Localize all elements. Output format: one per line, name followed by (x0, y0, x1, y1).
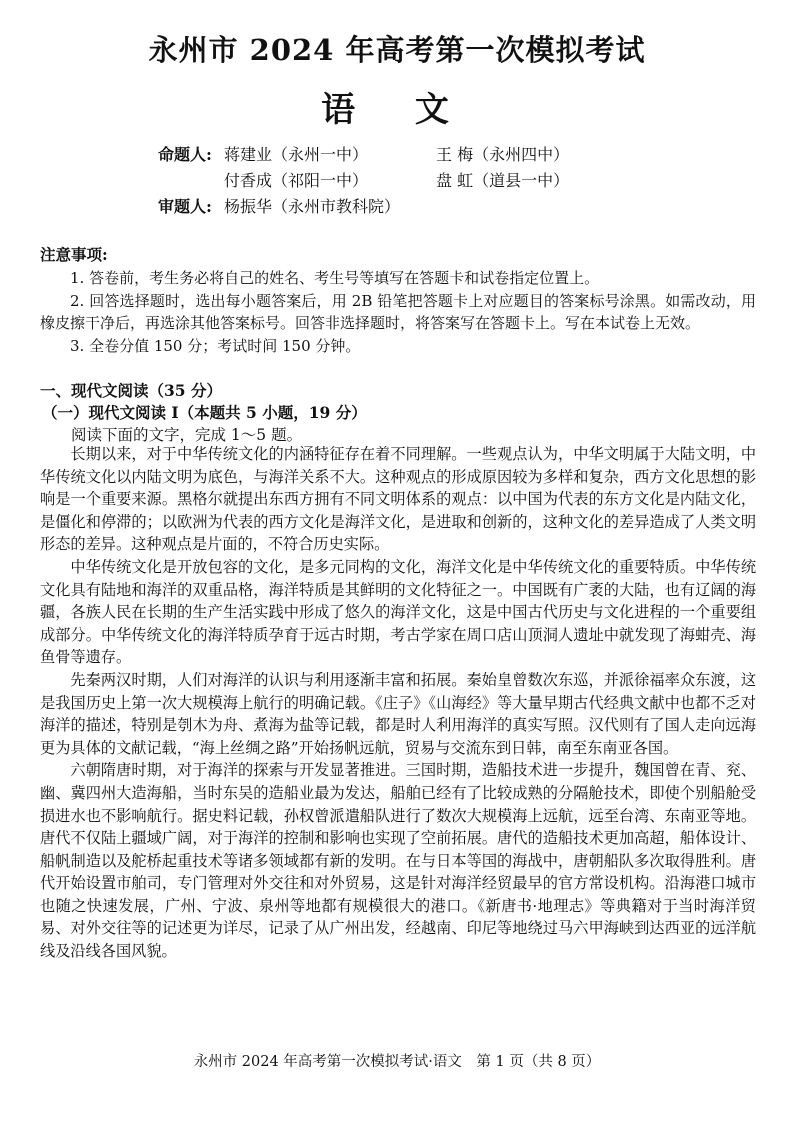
setter-row-2 (158, 168, 638, 194)
reviewer-label: 审题人: (158, 197, 212, 216)
setter-name: 蒋建业（永州一中） (224, 145, 369, 164)
passage-paragraph: 长期以来，对于中华传统文化的内涵特征存在着不同理解。一些观点认为，中华文明属于大陆文明，中华传统文化以内陆文明为底色，与海洋关系不大。这种观点的形成原因较为多样和复杂，西方文化思想的影响是一个重要来源。黑格尔就提出东西方拥有不同文明体系的观点：以中国为代表的东方文化是内陆文化，是僵化和停滞的；以欧洲为代表的西方文化是海洋文化，是进取和创新的，这种文化的差异造成了人类文明形态的差异。这种观点是片面的，不符合历史实际。 (40, 445, 756, 554)
reviewer-name: 杨振华（永州市教科院） (224, 197, 401, 216)
reading-passage (40, 443, 756, 963)
subject-title: 语 文 (321, 90, 473, 130)
setter-name: 王 梅（永州四中） (436, 145, 570, 164)
notice-item: 1. 答卷前，考生务必将自己的姓名、考生号等填写在答题卡和试卷指定位置上。 (70, 268, 600, 287)
section-heading-block (40, 380, 756, 446)
setter-name: 付香成（祁阳一中） (224, 171, 369, 190)
passage-paragraph: 中华传统文化是开放包容的文化，是多元同构的文化，海洋文化是中华传统文化的重要特质。中华传统文化具有陆地和海洋的双重品格，海洋特质是其鲜明的文化特征之一。中国既有广袤的大陆，也有辽阔的海疆，各族人民在长期的生产生活实践中形成了悠久的海洋文化，这是中国古代历史与文化进程的一个重要组成部分。中华传统文化的海洋特质孕育于远古时期，考古学家在周口店山顶洞人遗址中就发现了海蚶壳、海鱼骨等遗存。 (40, 557, 756, 667)
notice-block (40, 244, 756, 358)
notice-item: 2. 回答选择题时，选出每小题答案后，用 2B 铅笔把答题卡上对应题目的答案标号涂黑。如需改动，用橡皮擦干净后，再选涂其他答案标号。回答非选择题时，将答案写在答题卡上。写在本试卷上无效。 (40, 291, 756, 333)
author-block (158, 142, 638, 220)
notice-title: 注意事项: (40, 245, 108, 264)
section-subheading: （一）现代文阅读 I（本题共 5 小题，19 分） (42, 403, 367, 422)
setter-label: 命题人: (158, 145, 212, 164)
page-footer: 永州市 2024 年高考第一次模拟考试·语文 第 1 页（共 8 页） (193, 1054, 601, 1070)
setter-name: 盘 虹（道县一中） (436, 171, 570, 190)
exam-title: 永州市 2024 年高考第一次模拟考试 (148, 33, 646, 67)
setter-row-1 (158, 142, 638, 168)
notice-item: 3. 全卷分值 150 分；考试时间 150 分钟。 (70, 337, 361, 356)
passage-paragraph: 先秦两汉时期，人们对海洋的认识与利用逐渐丰富和拓展。秦始皇曾数次东巡，并派徐福率众东渡，这是我国历史上第一次大规模海上航行的明确记载。《庄子》《山海经》等大量早期古代经典文献中也都不乏对海洋的描述，特别是刳木为舟、煮海为盐等记载，都是时人利用海洋的真实写照。汉代则有了国人走向远海更为具体的文献记载，“海上丝绸之路”开始扬帆远航，贸易与交流东到日韩，南至东南亚各国。 (40, 670, 756, 757)
section-heading: 一、现代文阅读（35 分） (40, 381, 222, 400)
reviewer-row (158, 194, 638, 220)
passage-paragraph: 六朝隋唐时期，对于海洋的探索与开发显著推进。三国时期，造船技术进一步提升，魏国曾在青、兖、幽、冀四州大造海船，当时东吴的造船业最为发达，船舶已经有了比较成熟的分隔舱技术，即使个别船舱受损进水也不影响航行。据史料记载，孙权曾派遣船队进行了数次大规模海上远航，远至台湾、东南亚等地。唐代不仅陆上疆域广阔，对于海洋的控制和影响也实现了空前拓展。唐代的造船技术更加高超，船体设计、船帆制造以及舵桥起重技术等诸多领域都有新的发明。在与日本等国的海战中，唐朝船队多次取得胜利。唐代开始设置市舶司，专门管理对外交往和对外贸易，这是针对海洋经贸最早的官方常设机构。沿海港口城市也随之快速发展，广州、宁波、泉州等地都有规模很大的港口。《新唐书·地理志》等典籍对于当时海洋贸易、对外交往等的记述更为详尽，记录了从广州出发，经越南、印尼等地绕过马六甲海峡到达西亚的远洋航线及沿线各国风貌。 (40, 761, 756, 961)
reading-instruction: 阅读下面的文字，完成 1～5 题。 (71, 426, 303, 444)
